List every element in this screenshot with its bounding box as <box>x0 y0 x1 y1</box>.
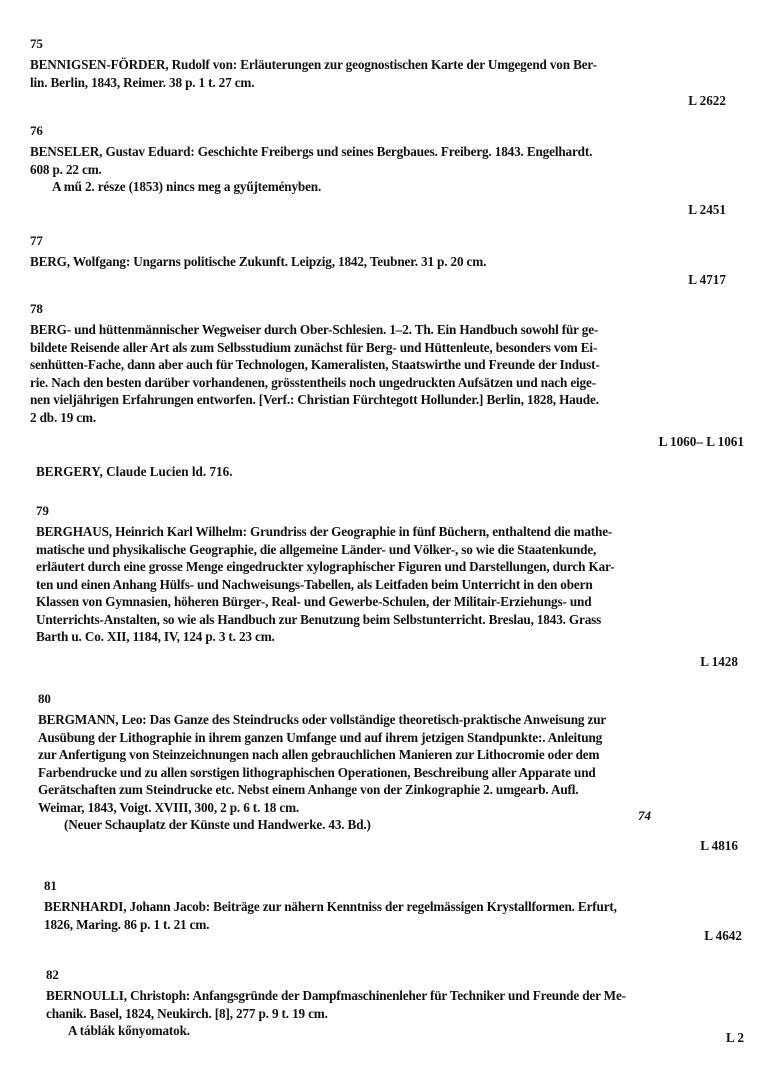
entry-line: senhütten-Fache, dann aber auch für Technologen, Kameralisten, Staatswirthe und Freunde der Indust- <box>30 357 600 372</box>
entry-line: BERGHAUS, Heinrich Karl Wilhelm: Grundriss der Geographie in fünf Büchern, enthaltend die mathe- <box>36 524 613 539</box>
entry-number: 76 <box>30 123 43 138</box>
entry-number: 80 <box>38 691 51 706</box>
entry-line: 1826, Maring. 86 p. 1 t. 21 cm. <box>44 916 210 932</box>
entry-number: 78 <box>30 301 43 316</box>
catalog-entry-80 <box>38 690 606 834</box>
catalog-entry-78 <box>30 300 600 426</box>
entry-line: ten und einen Anhang Hülfs- und Nachweisungs-Tabellen, als Leitfaden beim Unterricht in den obern <box>36 576 593 592</box>
entry-line: BERNOULLI, Christoph: Anfangsgründe der Dampfmaschinenleher für Techniker und Freunde der Me- <box>46 988 626 1003</box>
entry-number: 75 <box>30 36 43 51</box>
entry-number: 82 <box>46 967 59 982</box>
shelfmark: L 2 <box>726 1030 744 1045</box>
shelfmark: L 2451 <box>688 202 726 217</box>
entry-line: Farbendrucke und zu allen sorstigen lithographischen Operationen, Beschreibung aller Apparate und <box>38 764 596 780</box>
entry-line: bildete Reisende aller Art als zum Selbsstudium zunächst für Berg- und Hüttenleute, besonders vom Ei- <box>30 339 598 355</box>
shelfmark: L 2622 <box>688 93 726 108</box>
shelfmark: L 4816 <box>700 838 738 853</box>
entry-line: nen vieljährigen Erfahrungen entworfen. [Verf.: Christian Fürchtegott Hollunder.] Berlin, 1828, Haude. <box>30 392 599 407</box>
entry-number: 81 <box>44 878 57 893</box>
catalog-entry-77 <box>30 232 486 271</box>
shelfmark: L 1428 <box>700 654 738 669</box>
entry-number: 79 <box>36 503 49 518</box>
entry-note: A mű 2. része (1853) nincs meg a gyűjteményben. <box>52 179 322 194</box>
entry-line: 608 p. 22 cm. <box>30 161 102 177</box>
entry-line: BENSELER, Gustav Eduard: Geschichte Freibergs und seines Bergbaues. Freiberg. 1843. Engelhardt. <box>30 144 593 159</box>
entry-line: erläutert durch eine grosse Menge eingedruckter xylographischer Figuren und Darstellungen, durch Kar- <box>36 559 615 574</box>
catalog-entry-75 <box>30 35 597 91</box>
handwritten-mark: 74 <box>638 808 651 823</box>
entry-note: (Neuer Schauplatz der Künste und Handwerke. 43. Bd.) <box>64 817 371 832</box>
shelfmark: L 4717 <box>688 272 726 287</box>
entry-line: BENNIGSEN-FÖRDER, Rudolf von: Erläuterungen zur geognostischen Karte der Umgegend von Ber- <box>30 57 597 72</box>
entry-line: Gerätschaften zum Steindrucke etc. Nebst einem Anhange von der Zinkographie 2. umgearb. Aufl. <box>38 782 579 797</box>
entry-line: lin. Berlin, 1843, Reimer. 38 p. 1 t. 27 cm. <box>30 74 255 90</box>
entry-line: 2 db. 19 cm. <box>30 409 96 425</box>
entry-line: Klassen von Gymnasien, höheren Bürger-, Real- und Gewerbe-Schulen, der Militair-Erziehungs- und <box>36 594 592 609</box>
catalog-entry-76 <box>30 122 592 196</box>
entry-line: Weimar, 1843, Voigt. XVIII, 300, 2 p. 6 t. 18 cm. <box>38 799 300 815</box>
entry-line: zur Anfertigung von Steinzeichnungen nach allen gebrauchlichen Manieren zur Lithocromie oder dem <box>38 747 600 762</box>
entry-line: matische und physikalische Geographie, die allgemeine Länder- und Völker-, so wie die Staatenkunde, <box>36 541 597 557</box>
entry-line: chanik. Basel, 1824, Neukirch. [8], 277 p. 9 t. 19 cm. <box>46 1005 328 1021</box>
entry-number: 77 <box>30 233 43 248</box>
entry-line: Unterrichts-Anstalten, so wie als Handbuch zur Benutzung beim Selbstunterricht. Breslau, 1843. Grass <box>36 611 602 627</box>
shelfmark: L 1060– L 1061 <box>658 434 744 449</box>
entry-line: BERNHARDI, Johann Jacob: Beiträge zur nähern Kenntniss der regelmässigen Krystallformen. Erfurt, <box>44 899 617 914</box>
catalog-entry-82 <box>46 966 626 1040</box>
entry-line: BERG- und hüttenmännischer Wegweiser durch Ober-Schlesien. 1–2. Th. Ein Handbuch sowohl für ge- <box>30 322 599 337</box>
catalog-entry-81 <box>44 877 617 933</box>
entry-note: A táblák kőnyomatok. <box>68 1023 190 1038</box>
entry-line: BERG, Wolfgang: Ungarns politische Zukunft. Leipzig, 1842, Teubner. 31 p. 20 cm. <box>30 254 487 269</box>
shelfmark: L 4642 <box>704 928 742 943</box>
entry-line: Barth u. Co. XII, 1184, IV, 124 p. 3 t. 23 cm. <box>36 629 275 644</box>
entry-line: BERGMANN, Leo: Das Ganze des Steindrucks oder vollständige theoretisch-praktische Anweisung zur <box>38 712 607 727</box>
catalog-entry-79 <box>36 502 615 646</box>
entry-line: rie. Nach den besten darüber vorhandenen, grösstentheils noch ungedruckten Aufsätzen und nach eige- <box>30 374 596 390</box>
entry-line: Ausübung der Lithographie in ihrem ganzen Umfange und auf ihrem jetzigen Standpunkte:. Anleitung <box>38 729 603 745</box>
cross-reference: BERGERY, Claude Lucien ld. 716. <box>36 464 233 479</box>
